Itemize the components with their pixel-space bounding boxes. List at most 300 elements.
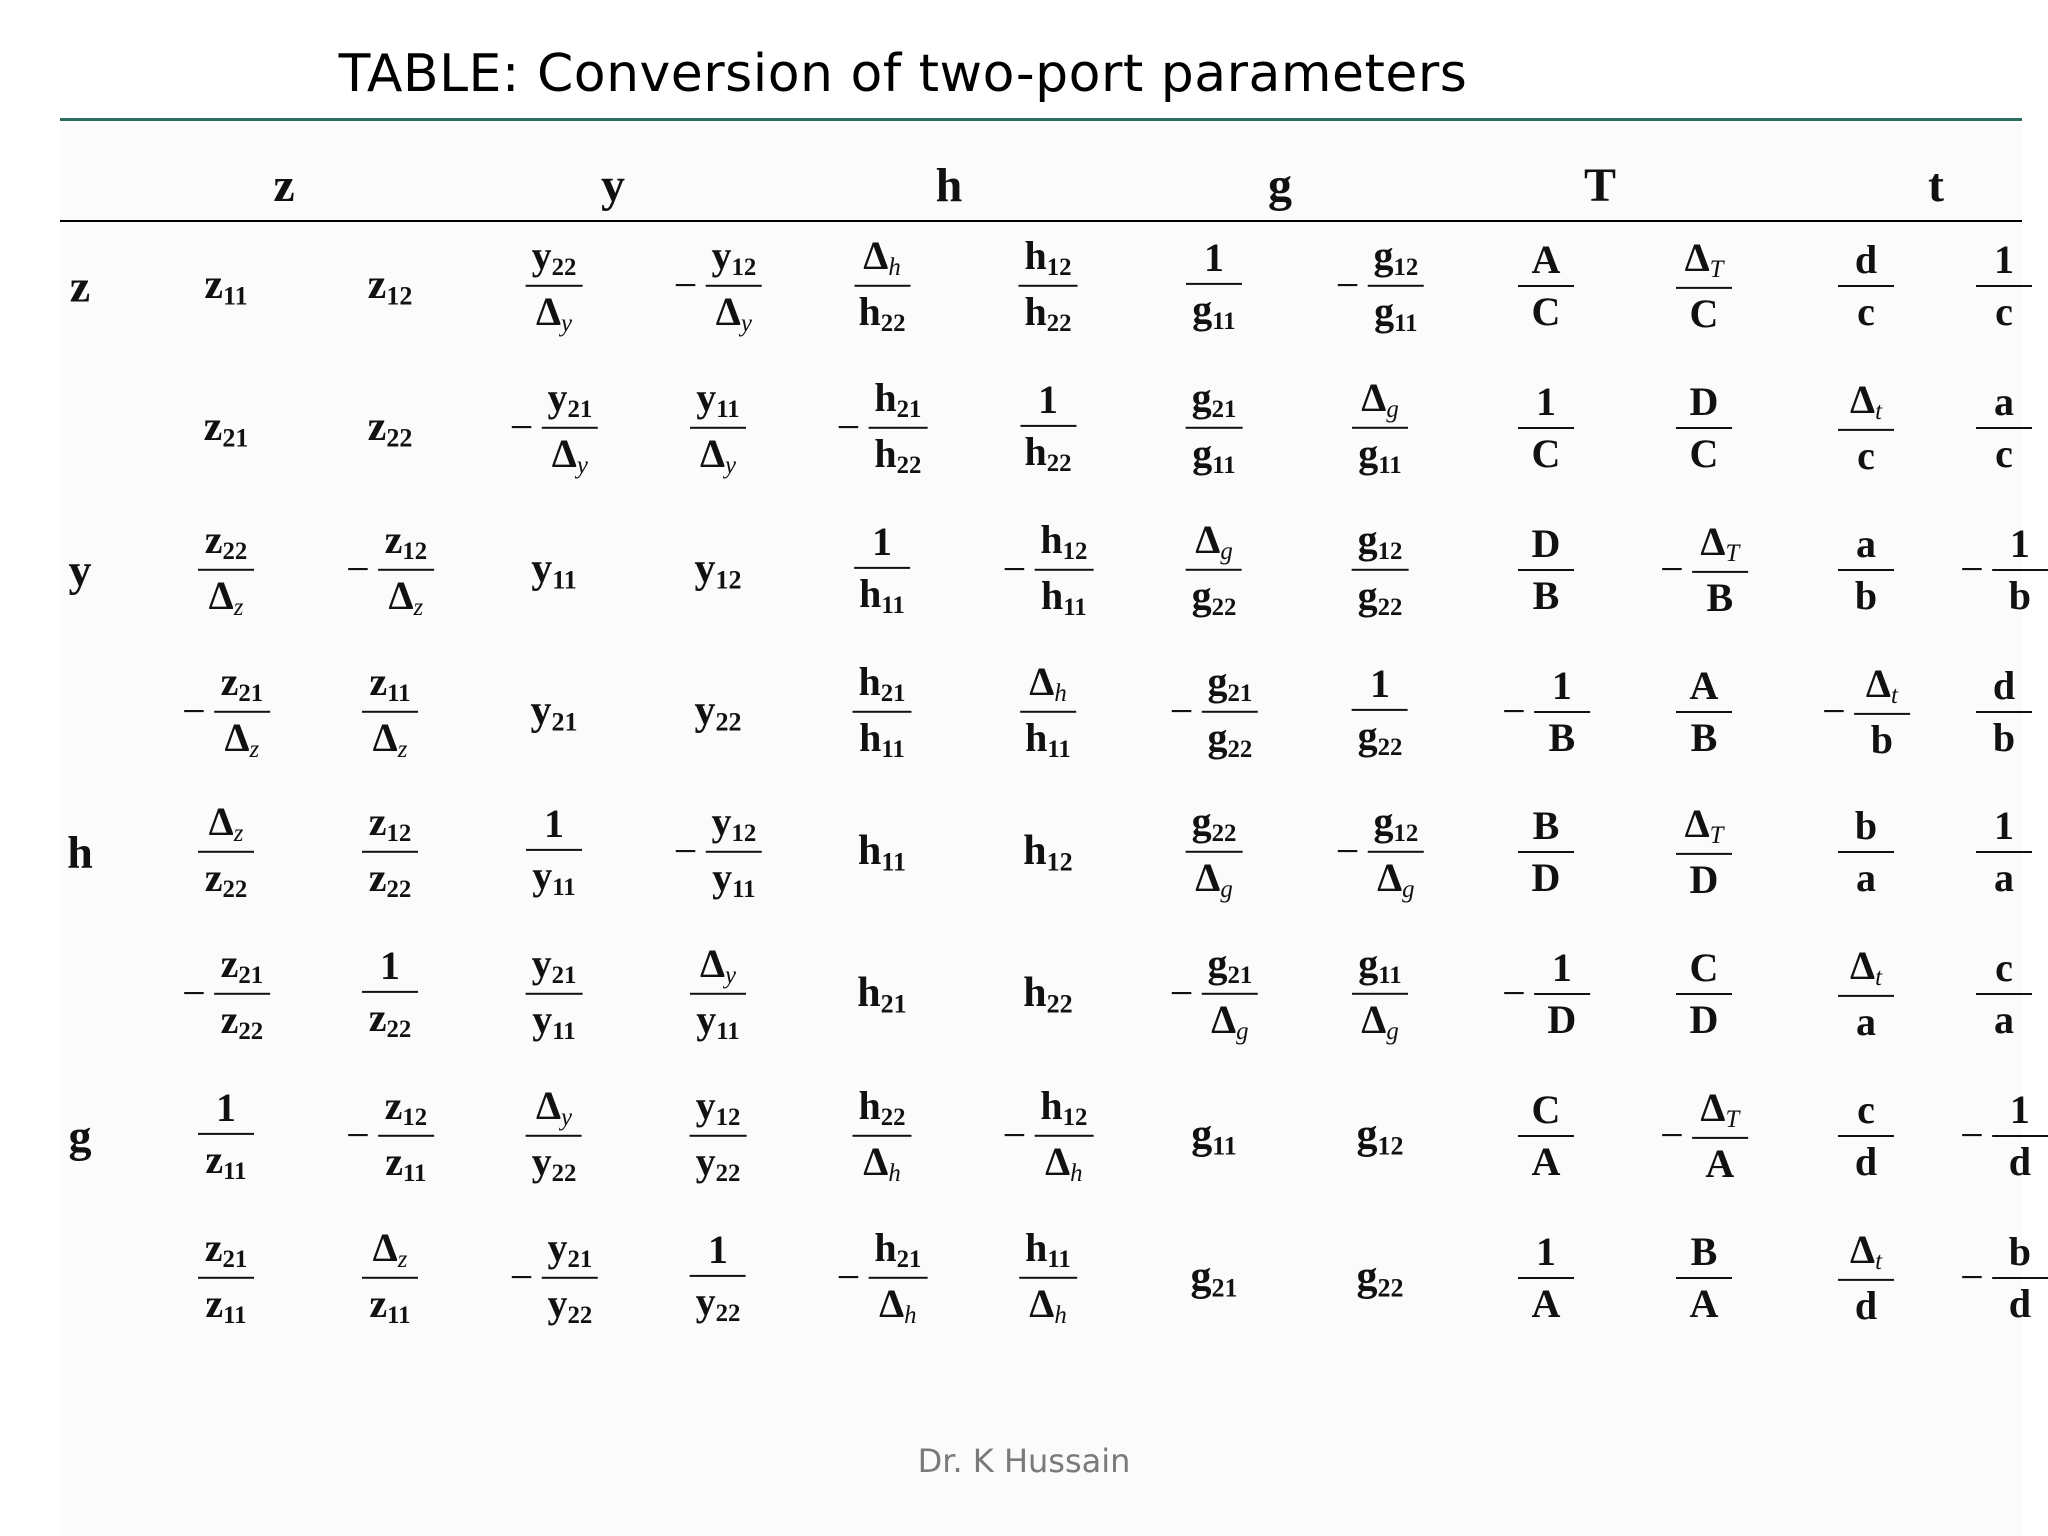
- fraction: [1838, 1226, 1894, 1329]
- numerator: B: [1676, 1231, 1732, 1279]
- minus-sign: −: [509, 1255, 534, 1301]
- fraction: [1201, 658, 1258, 764]
- table-cell: [1838, 1089, 1894, 1183]
- fraction: [1352, 660, 1409, 762]
- denominator: $z_{11}$: [385, 1139, 427, 1188]
- denominator: $h_{11}$: [859, 570, 905, 620]
- fraction: [1992, 1231, 2048, 1325]
- table-cell: [1169, 658, 1258, 764]
- title-divider: [60, 118, 2022, 121]
- numerator: $z_{12}$: [362, 801, 418, 853]
- fraction: [198, 798, 254, 904]
- fraction: [690, 1226, 747, 1328]
- parameter-symbol: $z_{22}$: [367, 403, 413, 453]
- table-cell: [836, 1224, 928, 1330]
- denominator: $\Delta_g$: [1377, 855, 1415, 904]
- table-cell: [1518, 239, 1574, 333]
- row-label-y: y: [68, 544, 92, 596]
- minus-sign: −: [1960, 1113, 1984, 1159]
- parameter-symbol: $g_{12}$: [1356, 1111, 1404, 1161]
- fraction: [1838, 942, 1894, 1045]
- table-cell: [1023, 827, 1072, 878]
- table-cell: [836, 374, 928, 480]
- numerator: $\Delta_z$: [198, 801, 254, 853]
- numerator: 1: [1518, 381, 1574, 429]
- table-cell: [368, 403, 413, 454]
- denominator: $g_{22}$: [1191, 573, 1237, 622]
- table-cell: [1838, 942, 1894, 1045]
- numerator: $y_{21}$: [541, 377, 598, 429]
- denominator: A: [1531, 1139, 1561, 1184]
- numerator: $\Delta_g$: [1352, 377, 1408, 429]
- numerator: $g_{11}$: [1352, 943, 1408, 995]
- table-cell: [198, 516, 254, 622]
- denominator: $y_{22}$: [695, 1139, 741, 1188]
- numerator: $h_{12}$: [1034, 519, 1093, 571]
- minus-sign: −: [836, 1255, 861, 1301]
- fraction: [1367, 232, 1424, 338]
- fraction: [526, 1082, 583, 1188]
- minus-sign: −: [1502, 689, 1526, 735]
- minus-sign: −: [1660, 547, 1684, 593]
- denominator: $g_{11}$: [1192, 286, 1236, 336]
- parameter-symbol: $y_{21}$: [530, 687, 578, 737]
- denominator: A: [1705, 1141, 1735, 1187]
- table-cell: [1518, 1231, 1574, 1325]
- table-cell: [690, 1082, 747, 1188]
- denominator: $\Delta_y$: [551, 431, 588, 480]
- fraction: [362, 942, 418, 1044]
- denominator: D: [1689, 997, 1719, 1042]
- fraction: [378, 1082, 434, 1188]
- numerator: $g_{22}$: [1186, 801, 1243, 853]
- minus-sign: −: [1169, 971, 1194, 1017]
- denominator: a: [1994, 997, 2014, 1042]
- denominator: $y_{11}$: [712, 855, 756, 904]
- denominator: $\Delta_z$: [388, 573, 424, 622]
- table-cell: [853, 518, 911, 620]
- table-cell: [1838, 376, 1894, 479]
- table-cell: [1822, 660, 1910, 763]
- denominator: $h_{22}$: [1024, 428, 1072, 478]
- fraction: [1186, 798, 1243, 904]
- denominator: d: [2008, 1281, 2031, 1326]
- numerator: 1: [690, 1229, 746, 1277]
- table-cell: [1960, 523, 2048, 617]
- fraction: [1838, 376, 1894, 479]
- table-cell: [673, 232, 762, 338]
- table-cell: [1518, 1089, 1574, 1183]
- table-cell: [198, 798, 254, 904]
- table-cell: [1018, 232, 1077, 338]
- table-cell: [690, 940, 746, 1046]
- denominator: D: [1689, 857, 1719, 903]
- numerator: $g_{12}$: [1367, 801, 1424, 853]
- denominator: c: [1857, 433, 1875, 479]
- denominator: $g_{22}$: [1357, 712, 1403, 762]
- denominator: $g_{22}$: [1207, 715, 1253, 764]
- minus-sign: −: [1960, 547, 1984, 593]
- fraction: [1676, 381, 1732, 475]
- fraction: [1352, 374, 1408, 480]
- numerator: $\Delta_y$: [690, 943, 746, 995]
- table-cell: [1676, 234, 1732, 337]
- numerator: $h_{21}$: [868, 377, 927, 429]
- denominator: $y_{11}$: [532, 852, 576, 902]
- denominator: $y_{11}$: [696, 997, 740, 1046]
- denominator: $z_{22}$: [204, 855, 248, 904]
- numerator: 1: [1518, 1231, 1574, 1279]
- numerator: A: [1676, 665, 1732, 713]
- numerator: $z_{12}$: [378, 1085, 434, 1137]
- denominator: $\Delta_g$: [1361, 997, 1399, 1046]
- table-cell: [182, 940, 270, 1046]
- table-cell: [1019, 658, 1077, 764]
- table-cell: [1838, 239, 1894, 333]
- fraction: [526, 232, 583, 338]
- denominator: $g_{11}$: [1192, 431, 1236, 480]
- fraction: [1976, 805, 2032, 899]
- table-cell: [852, 658, 911, 764]
- table-cell: [1518, 805, 1574, 899]
- table-cell: [1976, 947, 2032, 1041]
- minus-sign: −: [673, 829, 698, 875]
- numerator: $z_{21}$: [214, 943, 270, 995]
- denominator: C: [1531, 289, 1561, 334]
- parameter-symbol: $y_{11}$: [531, 545, 577, 595]
- numerator: $z_{12}$: [378, 519, 434, 571]
- fraction: [1186, 374, 1243, 480]
- numerator: $\Delta_y$: [526, 1085, 582, 1137]
- denominator: $y_{22}$: [531, 1139, 577, 1188]
- fraction: [1518, 1089, 1574, 1183]
- row-label-z: z: [69, 260, 91, 312]
- numerator: d: [1976, 665, 2032, 713]
- numerator: 1: [1186, 237, 1242, 285]
- denominator: D: [1531, 855, 1561, 900]
- numerator: $h_{12}$: [1034, 1085, 1093, 1137]
- fraction: [853, 518, 911, 620]
- fraction: [1518, 239, 1574, 333]
- table-cell: [526, 1082, 583, 1188]
- table-cell: [182, 658, 270, 764]
- table-cell: [1518, 523, 1574, 617]
- minus-sign: −: [1169, 689, 1194, 735]
- numerator: $g_{21}$: [1186, 377, 1243, 429]
- numerator: 1: [198, 1087, 254, 1135]
- fraction: [1692, 518, 1748, 621]
- table-cell: [509, 374, 598, 480]
- denominator: B: [1548, 715, 1576, 760]
- numerator: $y_{21}$: [526, 943, 583, 995]
- denominator: C: [1531, 431, 1561, 476]
- table-cell: [346, 516, 434, 622]
- fraction: [362, 658, 418, 764]
- table-cell: [204, 403, 249, 454]
- column-header-t: t: [1928, 159, 1944, 212]
- numerator: 1: [1976, 805, 2032, 853]
- table-cell: [1838, 523, 1894, 617]
- footer-author: Dr. K Hussain: [917, 1442, 1131, 1480]
- denominator: $\Delta_z$: [208, 573, 244, 622]
- table-cell: [1676, 1231, 1732, 1325]
- fraction: [852, 232, 911, 338]
- table-cell: [694, 545, 741, 596]
- table-cell: [1019, 1224, 1077, 1330]
- fraction: [690, 1082, 747, 1188]
- numerator: $g_{21}$: [1201, 943, 1258, 995]
- numerator: $y_{12}$: [705, 801, 762, 853]
- denominator: c: [1995, 289, 2013, 334]
- fraction: [1976, 239, 2032, 333]
- fraction: [1518, 1231, 1574, 1325]
- fraction: [1534, 665, 1590, 759]
- table-cell: [852, 1082, 911, 1188]
- denominator: $\Delta_g$: [1211, 997, 1249, 1046]
- fraction: [1976, 947, 2032, 1041]
- fraction: [198, 1084, 254, 1186]
- table-cell: [1838, 805, 1894, 899]
- table-cell: [852, 232, 911, 338]
- table-cell: [1352, 940, 1408, 1046]
- numerator: $z_{21}$: [214, 661, 270, 713]
- minus-sign: −: [182, 971, 206, 1017]
- numerator: 1: [1992, 1089, 2048, 1137]
- table-cell: [1976, 381, 2032, 475]
- denominator: $h_{11}$: [1040, 573, 1087, 622]
- parameter-symbol: $z_{12}$: [367, 261, 413, 311]
- fraction: [214, 940, 270, 1046]
- fraction: [1518, 805, 1574, 899]
- table-cell: [526, 940, 583, 1046]
- numerator: $h_{11}$: [1019, 1227, 1077, 1279]
- table-cell: [1356, 1253, 1403, 1304]
- table-cell: [1502, 947, 1590, 1041]
- row-label-g: g: [68, 1110, 92, 1162]
- column-header-g: g: [1268, 159, 1292, 212]
- minus-sign: −: [673, 263, 698, 309]
- parameter-symbol: $h_{12}$: [1023, 827, 1073, 877]
- fraction: [1676, 947, 1732, 1041]
- parameter-symbol: $z_{11}$: [204, 261, 248, 311]
- table-header-row: [60, 150, 2022, 220]
- table-cell: [1660, 1084, 1748, 1187]
- fraction: [1992, 1089, 2048, 1183]
- table-cell: [1186, 374, 1243, 480]
- minus-sign: −: [182, 689, 206, 735]
- table-cell: [204, 261, 247, 312]
- numerator: $y_{11}$: [690, 377, 746, 429]
- fraction: [541, 1224, 598, 1330]
- fraction: [1676, 800, 1732, 903]
- denominator: $h_{11}$: [859, 715, 905, 764]
- table-cell: [530, 687, 577, 738]
- denominator: $\Delta_z$: [224, 715, 260, 764]
- denominator: b: [1854, 573, 1878, 618]
- parameter-symbol: $y_{12}$: [694, 545, 742, 595]
- table-cell: [1676, 665, 1732, 759]
- denominator: $\Delta_h$: [1045, 1139, 1083, 1188]
- table-cell: [1002, 516, 1094, 622]
- table-cell: [1676, 947, 1732, 1041]
- numerator: $y_{22}$: [526, 235, 583, 287]
- fraction: [1692, 1084, 1748, 1187]
- table-cell: [362, 1224, 418, 1330]
- numerator: $\Delta_z$: [362, 1227, 418, 1279]
- denominator: C: [1689, 431, 1719, 476]
- fraction: [868, 374, 927, 480]
- table-cell: [362, 658, 418, 764]
- table-cell: [857, 969, 906, 1020]
- fraction: [1676, 1231, 1732, 1325]
- numerator: C: [1518, 1089, 1574, 1137]
- denominator: $\Delta_h$: [879, 1281, 917, 1330]
- denominator: $y_{22}$: [695, 1278, 741, 1328]
- fraction: [1838, 239, 1894, 333]
- table-cell: [1960, 1231, 2048, 1325]
- table-cell: [1518, 381, 1574, 475]
- fraction: [852, 658, 911, 764]
- denominator: d: [1854, 1283, 1878, 1329]
- table-cell: [1976, 239, 2032, 333]
- fraction: [1019, 1224, 1077, 1330]
- denominator: D: [1547, 997, 1577, 1042]
- table-cell: [1352, 660, 1409, 762]
- numerator: $\Delta_h$: [854, 235, 910, 287]
- table-cell: [198, 1084, 254, 1186]
- numerator: $\Delta_t$: [1838, 379, 1894, 431]
- numerator: b: [1838, 805, 1894, 853]
- fraction: [1018, 376, 1077, 478]
- numerator: 1: [1352, 663, 1408, 711]
- denominator: $\Delta_y$: [715, 289, 752, 338]
- numerator: 1: [1534, 947, 1590, 995]
- table-cell: [690, 374, 746, 480]
- fraction: [1838, 1089, 1894, 1183]
- table-cell: [1169, 940, 1258, 1046]
- numerator: $\Delta_T$: [1692, 521, 1748, 573]
- numerator: d: [1838, 239, 1894, 287]
- column-header-z: z: [273, 159, 295, 212]
- numerator: $h_{21}$: [852, 661, 911, 713]
- numerator: 1: [526, 803, 582, 851]
- denominator: $g_{11}$: [1358, 431, 1402, 480]
- table-cell: [368, 261, 413, 312]
- fraction: [1367, 798, 1424, 904]
- denominator: $\Delta_h$: [1029, 1281, 1067, 1330]
- denominator: $y_{22}$: [547, 1281, 593, 1330]
- fraction: [1186, 516, 1243, 622]
- fraction: [705, 232, 762, 338]
- table-cell: [1002, 1082, 1094, 1188]
- denominator: b: [1992, 715, 2016, 760]
- numerator: $\Delta_g$: [1186, 519, 1242, 571]
- denominator: A: [1531, 1281, 1561, 1326]
- numerator: a: [1838, 523, 1894, 571]
- numerator: $\Delta_t$: [1854, 663, 1910, 715]
- parameter-symbol: $y_{22}$: [694, 687, 742, 737]
- minus-sign: −: [1660, 1113, 1684, 1159]
- denominator: $z_{11}$: [369, 1281, 411, 1330]
- fraction: [1201, 940, 1258, 1046]
- minus-sign: −: [1002, 547, 1027, 593]
- fraction: [526, 940, 583, 1046]
- table-cell: [1660, 518, 1748, 621]
- denominator: B: [1690, 715, 1718, 760]
- fraction: [1034, 516, 1093, 622]
- minus-sign: −: [1335, 263, 1360, 309]
- table-cell: [1502, 665, 1590, 759]
- numerator: $h_{22}$: [852, 1085, 911, 1137]
- fraction: [541, 374, 598, 480]
- fraction: [1976, 665, 2032, 759]
- denominator: $h_{22}$: [874, 431, 922, 480]
- parameter-symbol: $h_{21}$: [857, 969, 907, 1019]
- fraction: [1992, 523, 2048, 617]
- fraction: [362, 1224, 418, 1330]
- table-cell: [198, 1224, 254, 1330]
- denominator: $\Delta_y$: [535, 289, 573, 338]
- denominator: $h_{22}$: [1024, 289, 1072, 338]
- fraction: [690, 940, 746, 1046]
- numerator: $\Delta_T$: [1692, 1087, 1748, 1139]
- fraction: [1352, 516, 1409, 622]
- numerator: c: [1976, 947, 2032, 995]
- numerator: $z_{21}$: [198, 1227, 254, 1279]
- denominator: $\Delta_g$: [1195, 855, 1233, 904]
- minus-sign: −: [346, 1113, 370, 1159]
- column-header-h: h: [935, 159, 963, 212]
- denominator: c: [1995, 431, 2013, 476]
- parameter-symbol: $h_{11}$: [858, 827, 906, 877]
- numerator: $z_{11}$: [362, 661, 418, 713]
- fraction: [198, 1224, 254, 1330]
- parameter-symbol: $g_{21}$: [1190, 1253, 1238, 1303]
- denominator: $g_{22}$: [1357, 573, 1403, 622]
- numerator: b: [1992, 1231, 2048, 1279]
- table-cell: [1676, 800, 1732, 903]
- denominator: $z_{22}$: [220, 997, 264, 1046]
- numerator: C: [1676, 947, 1732, 995]
- table-cell: [1356, 1111, 1403, 1162]
- table-cell: [1335, 232, 1424, 338]
- parameter-symbol: $g_{11}$: [1191, 1111, 1237, 1161]
- fraction: [1019, 658, 1077, 764]
- minus-sign: −: [1502, 971, 1526, 1017]
- denominator: B: [1532, 573, 1560, 618]
- minus-sign: −: [1335, 829, 1360, 875]
- denominator: C: [1689, 291, 1719, 337]
- fraction: [1676, 234, 1732, 337]
- fraction: [1838, 805, 1894, 899]
- numerator: 1: [1020, 379, 1076, 427]
- fraction: [378, 516, 434, 622]
- table-cell: [1190, 1253, 1237, 1304]
- fraction: [1352, 940, 1408, 1046]
- denominator: $g_{11}$: [1374, 289, 1418, 338]
- column-header-y: y: [601, 159, 625, 212]
- table-cell: [1186, 516, 1243, 622]
- numerator: 1: [1534, 665, 1590, 713]
- fraction: [690, 374, 746, 480]
- denominator: b: [1870, 717, 1893, 763]
- table-cell: [1191, 1111, 1237, 1162]
- table-cell: [1335, 798, 1424, 904]
- denominator: $y_{11}$: [532, 997, 576, 1046]
- fraction: [852, 1082, 911, 1188]
- table-cell: [509, 1224, 598, 1330]
- denominator: $h_{11}$: [1025, 715, 1071, 764]
